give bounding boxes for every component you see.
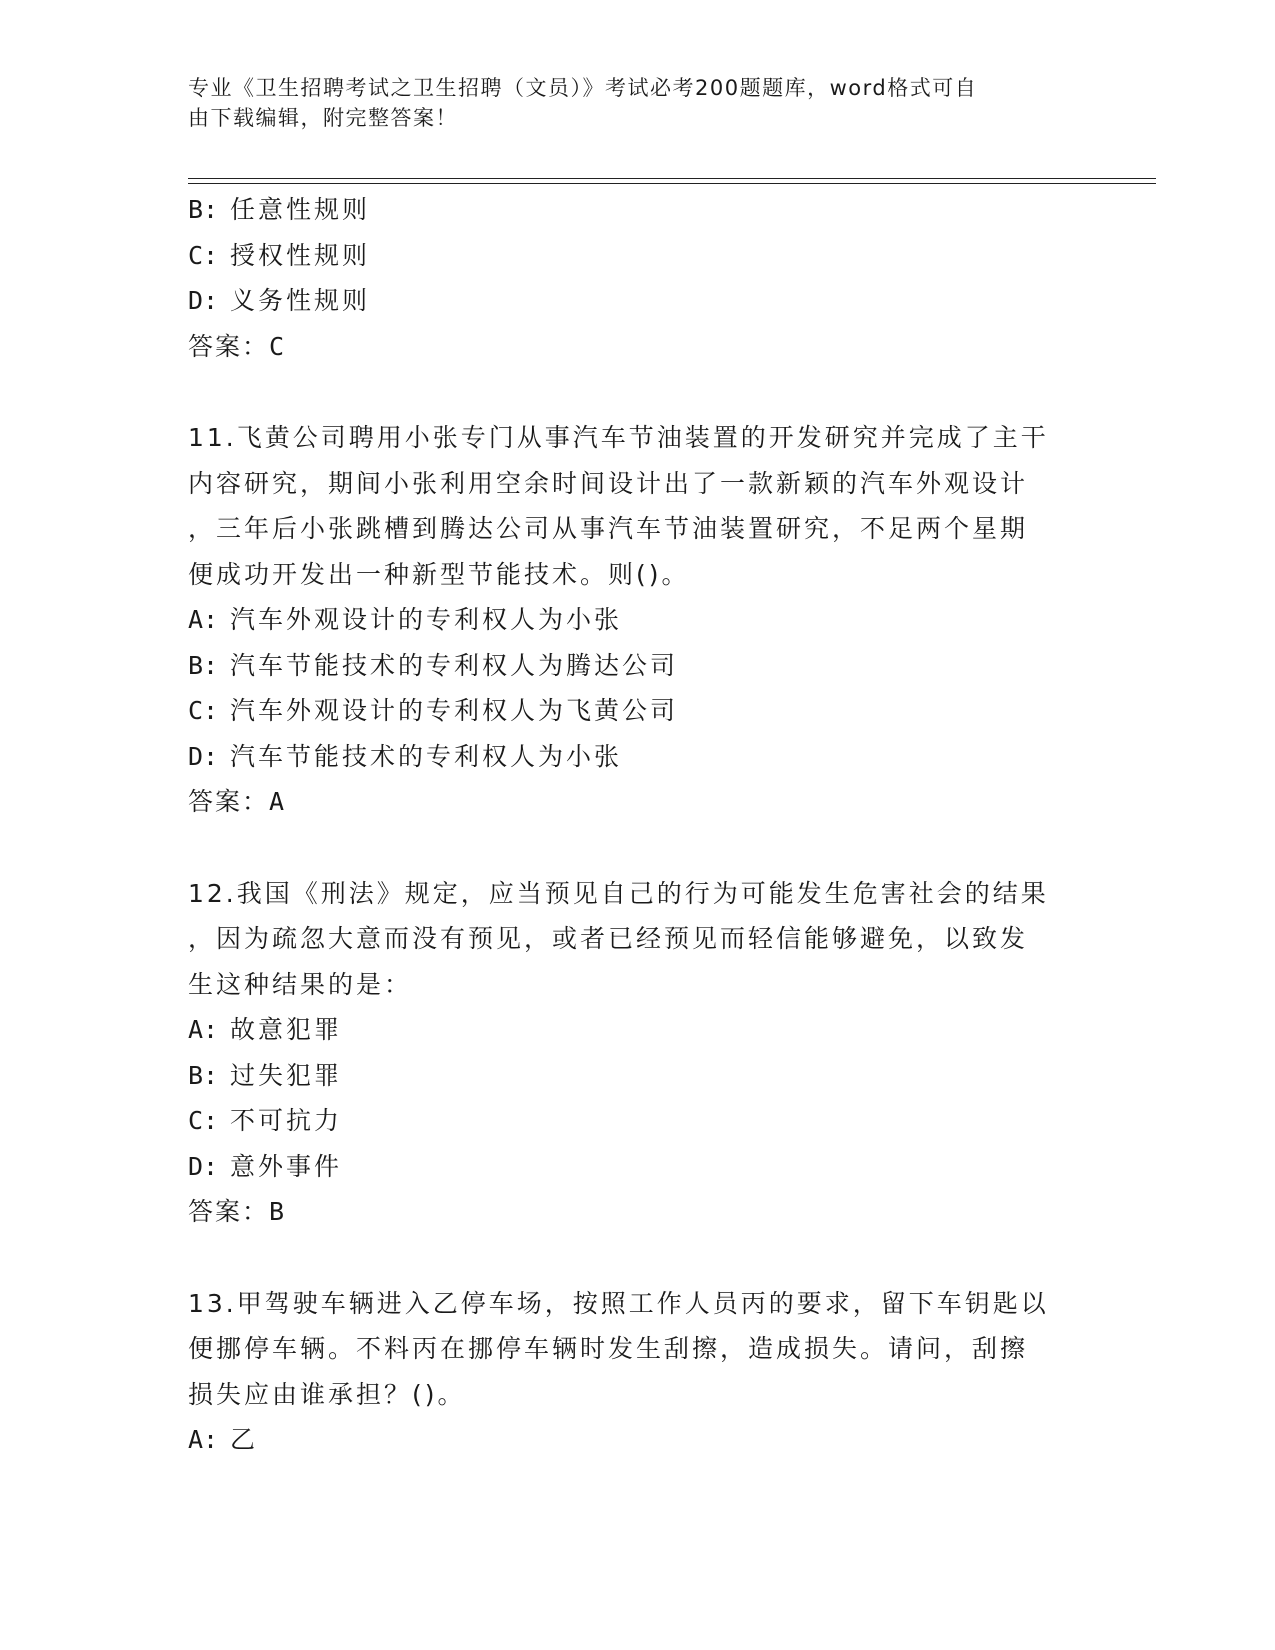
header-divider-top <box>188 178 1156 179</box>
question-text-line: 便成功开发出一种新型节能技术。则()。 <box>188 559 690 589</box>
question-text-line: 11.飞黄公司聘用小张专门从事汽车节油装置的开发研究并完成了主干 <box>188 423 1049 452</box>
option-item <box>188 1098 1088 1144</box>
answer-value: A <box>269 787 287 816</box>
option-key: D: <box>188 286 219 315</box>
answer-value: C <box>269 331 287 361</box>
option-item <box>188 734 1088 780</box>
option-key: A: <box>188 605 219 634</box>
answer-line <box>188 324 1088 370</box>
question-text-line: 内容研究，期间小张利用空余时间设计出了一款新颖的汽车外观设计 <box>188 468 1029 498</box>
answer-line <box>188 779 1088 825</box>
option-text: 故意犯罪 <box>230 1015 343 1044</box>
answer-value: B <box>269 1197 287 1226</box>
option-key: A: <box>188 1015 219 1044</box>
option-text: 过失犯罪 <box>230 1060 343 1090</box>
question-text-line: 13.甲驾驶车辆进入乙停车场，按照工作人员丙的要求，留下车钥匙以 <box>188 1288 1049 1318</box>
answer-label: 答案： <box>188 1197 270 1226</box>
option-item <box>188 688 1088 734</box>
answer-label: 答案： <box>188 787 270 816</box>
question-13 <box>188 1281 1088 1463</box>
option-key: C: <box>188 696 219 725</box>
header-line-1: 专业《卫生招聘考试之卫生招聘（文员）》考试必考200题题库，word格式可自 <box>188 76 978 100</box>
option-text: 汽车节能技术的专利权人为腾达公司 <box>230 650 679 680</box>
option-key: B: <box>188 195 219 224</box>
option-key: A: <box>188 1425 219 1454</box>
question-12 <box>188 871 1088 1235</box>
document-body <box>188 187 1088 1463</box>
option-text: 汽车外观设计的专利权人为小张 <box>230 605 623 634</box>
header-divider-bottom <box>188 183 1156 184</box>
option-item <box>188 187 1088 233</box>
option-text: 任意性规则 <box>230 195 371 224</box>
option-text: 汽车外观设计的专利权人为飞黄公司 <box>230 696 679 725</box>
option-text: 不可抗力 <box>230 1106 343 1135</box>
option-item <box>188 233 1088 279</box>
option-key: D: <box>188 1151 219 1181</box>
question-text-line: ，因为疏忽大意而没有预见，或者已经预见而轻信能够避免，以致发 <box>188 924 1029 953</box>
option-key: B: <box>188 650 219 680</box>
option-key: C: <box>188 240 219 270</box>
option-key: B: <box>188 1060 219 1090</box>
option-item <box>188 278 1088 324</box>
question-11 <box>188 415 1088 825</box>
option-text: 义务性规则 <box>230 286 371 315</box>
option-text: 授权性规则 <box>230 240 371 270</box>
question-text-line: 损失应由谁承担？()。 <box>188 1379 466 1409</box>
answer-label: 答案： <box>188 331 270 361</box>
header-line-2: 由下载编辑，附完整答案！ <box>188 106 458 130</box>
document-header <box>188 73 1068 133</box>
question-text-line: 便挪停车辆。不料丙在挪停车辆时发生刮擦，造成损失。请问，刮擦 <box>188 1334 1029 1363</box>
option-item <box>188 643 1088 689</box>
question-text-line: 12.我国《刑法》规定，应当预见自己的行为可能发生危害社会的结果 <box>188 878 1049 908</box>
option-item <box>188 1053 1088 1099</box>
question-text-line: 生这种结果的是： <box>188 969 413 999</box>
option-text: 意外事件 <box>230 1151 343 1181</box>
option-text: 汽车节能技术的专利权人为小张 <box>230 741 623 771</box>
question-10-tail <box>188 187 1088 369</box>
option-item <box>188 597 1088 643</box>
option-text: 乙 <box>230 1425 259 1454</box>
option-item <box>188 1417 1088 1463</box>
option-item <box>188 1007 1088 1053</box>
option-key: D: <box>188 741 219 771</box>
option-item <box>188 1144 1088 1190</box>
answer-line <box>188 1189 1088 1235</box>
question-text-line: ，三年后小张跳槽到腾达公司从事汽车节油装置研究，不足两个星期 <box>188 514 1029 543</box>
option-key: C: <box>188 1106 219 1135</box>
